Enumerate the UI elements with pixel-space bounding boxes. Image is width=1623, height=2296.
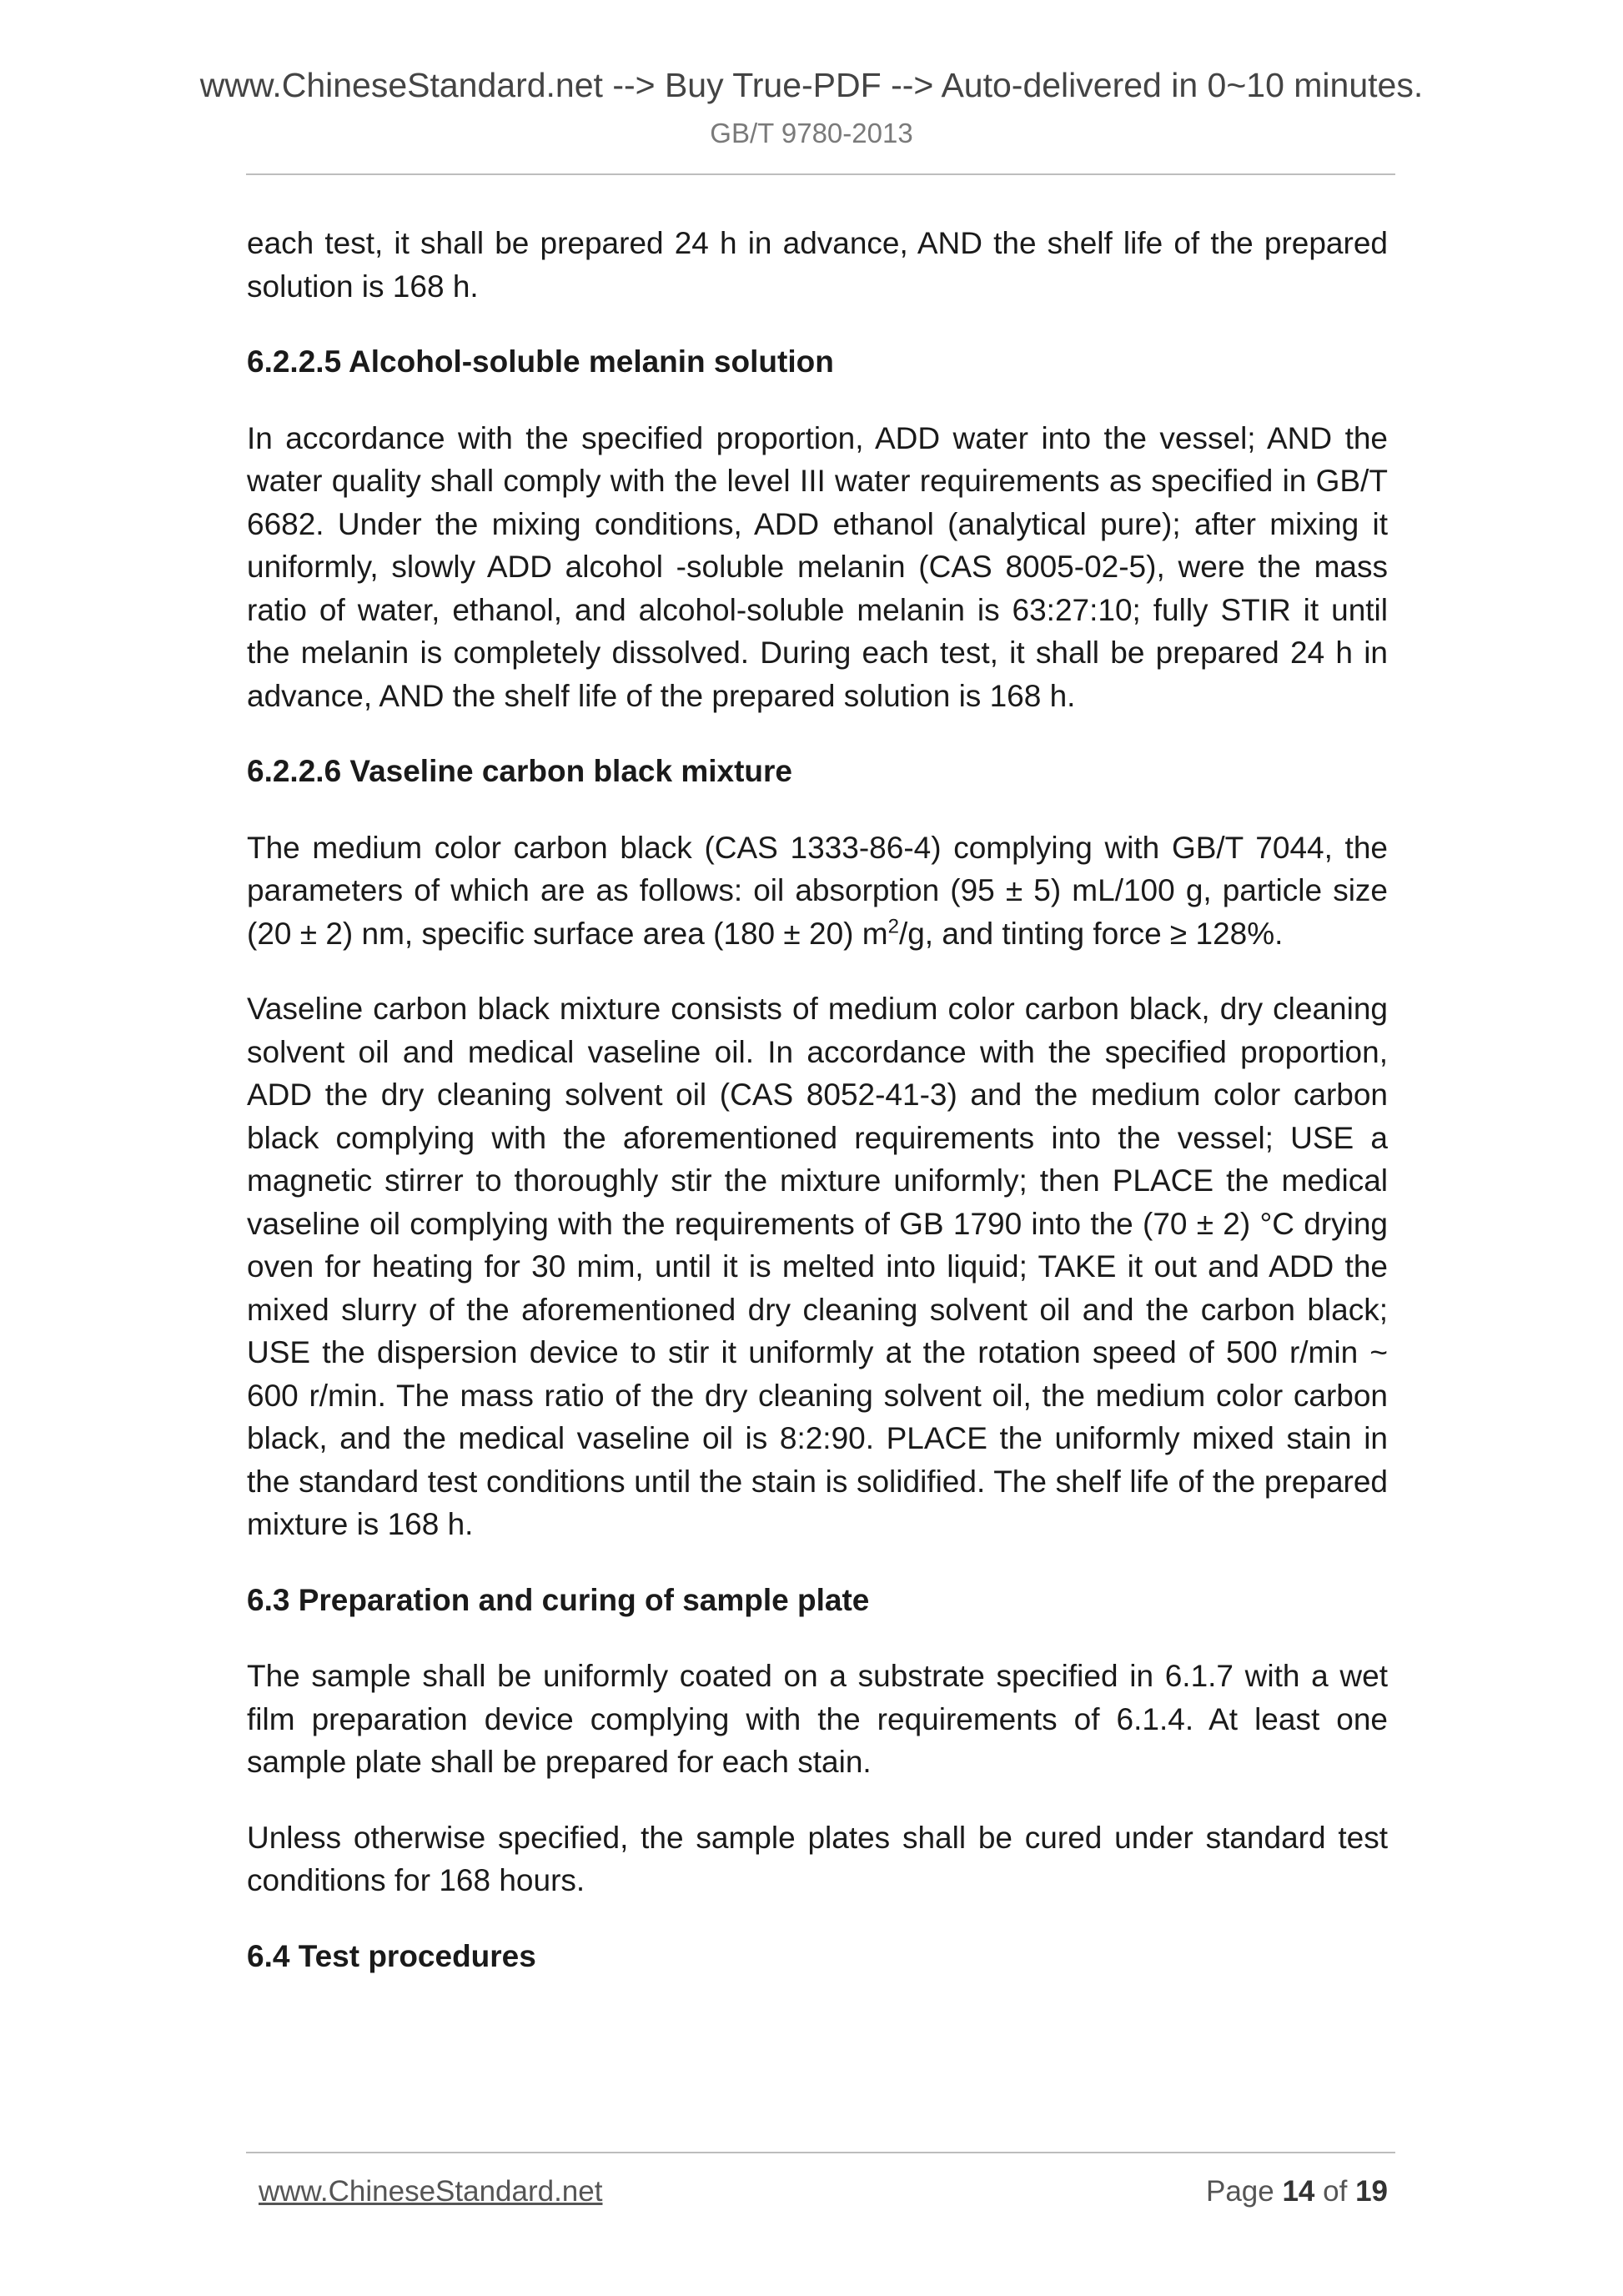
- header-banner: www.ChineseStandard.net --> Buy True-PDF --> Auto-delivered in 0~10 minutes.: [199, 66, 1424, 104]
- page-of: of: [1323, 2175, 1348, 2208]
- carbon-black-params-text: The medium color carbon black (CAS 1333-86-4) complying with GB/T 7044, the parameters of which are as follows: oil absorption (95 ± 5) mL/100 g, particle size (20 ± 2) nm, specific surface area (180 ± 20) m: [247, 830, 1388, 951]
- heading-6-2-2-6: 6.2.2.6 Vaseline carbon black mixture: [247, 754, 793, 788]
- document-body: [247, 222, 1388, 2011]
- heading-6-4: 6.4 Test procedures: [247, 1938, 536, 1973]
- page-current: 14: [1282, 2175, 1315, 2208]
- footer-divider: [246, 2152, 1395, 2153]
- header-divider: [246, 173, 1395, 175]
- heading-6-3: 6.3 Preparation and curing of sample plate: [247, 1582, 870, 1617]
- paragraph-carbon-black-params: [247, 826, 1388, 956]
- superscript-2: 2: [887, 915, 899, 938]
- page-total: 19: [1355, 2175, 1388, 2208]
- standard-number: GB/T 9780-2013: [710, 118, 913, 148]
- page-number: [1206, 2173, 1388, 2210]
- paragraph-6-3-curing: Unless otherwise specified, the sample plates shall be cured under standard test conditions for 168 hours.: [247, 1820, 1388, 1897]
- page-word: Page: [1205, 2175, 1274, 2208]
- paragraph-6-3-coating: The sample shall be uniformly coated on a substrate specified in 6.1.7 with a wet film preparation device complying with the requirements of 6.1.4. At least one sample plate shall be prepared for each stain.: [247, 1659, 1388, 1779]
- paragraph-6-2-2-5: In accordance with the specified proportion, ADD water into the vessel; AND the water quality shall comply with the level III water requirements as specified in GB/T 6682. Under the mixing conditions, ADD ethanol (analytical pure); after mixing it uniformly, slowly ADD alcohol -soluble melanin (CAS 8005-02-5), were the mass ratio of water, ethanol, and alcohol-soluble melanin is 63:27:10; fully STIR it until the melanin is completely dissolved. During each test, it shall be prepared 24 h in advance, AND the shelf life of the prepared solution is 168 h.: [247, 420, 1388, 713]
- footer-website-link[interactable]: www.ChineseStandard.net: [259, 2175, 603, 2208]
- carbon-black-params-text-end: /g, and tinting force ≥ 128%.: [898, 916, 1284, 951]
- paragraph-vaseline-mixture: Vaseline carbon black mixture consists of medium color carbon black, dry cleaning solvent oil and medical vaseline oil. In accordance with the specified proportion, ADD the dry cleaning solvent oil (CAS 8052-41-3) and the medium color carbon black complying with the aforementioned requirements into the vessel; USE a magnetic stirrer to thoroughly stir the mixture uniformly; then PLACE the medical vaseline oil complying with the requirements of GB 1790 into the (70 ± 2) °C drying oven for heating for 30 mim, until it is melted into liquid; TAKE it out and ADD the mixed slurry of the aforementioned dry cleaning solvent oil and the carbon black; USE the dispersion device to stir it uniformly at the rotation speed of 500 r/min ~ 600 r/min. The mass ratio of the dry cleaning solvent oil, the medium color carbon black, and the medical vaseline oil is 8:2:90. PLACE the uniformly mixed stain in the standard test conditions until the stain is solidified. The shelf life of the prepared mixture is 168 h.: [247, 992, 1388, 1541]
- heading-6-2-2-5: 6.2.2.5 Alcohol-soluble melanin solution: [247, 344, 834, 379]
- paragraph-continuation: each test, it shall be prepared 24 h in advance, AND the shelf life of the prepared solution is 168 h.: [247, 226, 1388, 304]
